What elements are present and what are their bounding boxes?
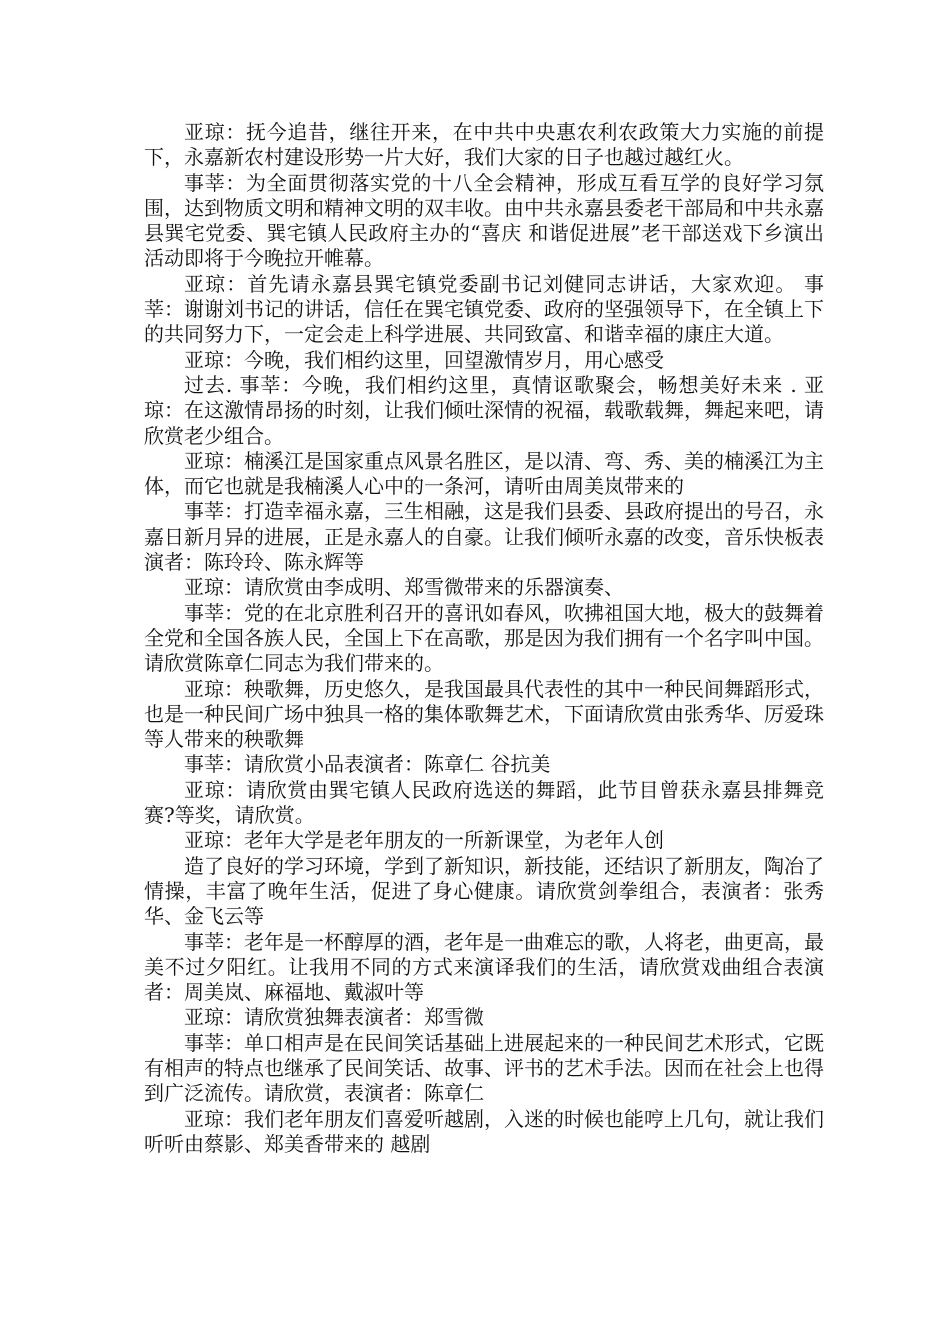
paragraph-instrument: 亚琼：请欣赏由李成明、郑雪微带来的乐器演奏、 xyxy=(184,575,624,600)
paragraph-learning: 造了良好的学习环境，学到了新知识，新技能，还结识了新朋友，陶冶了情操，丰富了晚年生活，促进了身心健康。请欣赏剑拳组合，表演者：张秀华、金飞云等 xyxy=(144,853,824,929)
document-page xyxy=(144,120,824,1157)
paragraph-sketch: 事莘：请欣赏小品表演者：陈章仁 谷抗美 xyxy=(184,752,551,777)
paragraph-nanxi-river: 亚琼：楠溪江是国家重点风景名胜区，是以清、弯、秀、美的楠溪江为主体，而它也就是我楠溪人心中的一条河，请听由周美岚带来的 xyxy=(144,448,824,499)
paragraph-past-future: 过去. 事莘：今晚，我们相约这里，真情讴歌聚会，畅想美好未来 . 亚琼：在这激情昂扬的时刻，让我们倾吐深情的祝福，载歌载舞，舞起来吧，请欣赏老少组合。 xyxy=(144,372,824,448)
paragraph-yue-opera: 亚琼：我们老年朋友们喜爱听越剧，入迷的时候也能哼上几句，就让我们听听由蔡影、郑美香带来的 越剧 xyxy=(144,1106,824,1156)
paragraph-tonight: 亚琼：今晚，我们相约这里，回望激情岁月，用心感受 xyxy=(184,347,664,372)
paragraph-china: 事莘：党的在北京胜利召开的喜讯如春风，吹拂祖国大地，极大的鼓舞着全党和全国各族人民，全国上下在高歌，那是因为我们拥有一个名字叫中国。请欣赏陈章仁同志为我们带来的。 xyxy=(144,600,824,676)
paragraph-solo-dance: 亚琼：请欣赏独舞表演者：郑雪微 xyxy=(184,1005,484,1030)
paragraph-dance: 亚琼：请欣赏由巽宅镇人民政府选送的舞蹈，此节目曾获永嘉县排舞竞赛?等奖，请欣赏。 xyxy=(144,777,824,828)
paragraph-event-intro: 事莘：为全面贯彻落实党的十八全会精神，形成互看互学的良好学习氛围，达到物质文明和精神文明的双丰收。由中共永嘉县委老干部局和中共永嘉县巽宅党委、巽宅镇人民政府主办的“喜庆 和谐促进展”老干部送戏下乡演出活动即将于今晚拉开帷幕。 xyxy=(144,170,824,271)
paragraph-opera: 事莘：老年是一杯醇厚的酒，老年是一曲难忘的歌，人将老，曲更高，最美不过夕阳红。让我用不同的方式来演译我们的生活，请欣赏戏曲组合表演者：周美岚、麻福地、戴淑叶等 xyxy=(144,929,824,1005)
paragraph-opening: 亚琼：抚今追昔，继往开来，在中共中央惠农利农政策大力实施的前提下，永嘉新农村建设形势一片大好，我们大家的日子也越过越红火。 xyxy=(144,120,824,170)
paragraph-crosstalk: 事莘：单口相声是在民间笑话基础上进展起来的一种民间艺术形式，它既有相声的特点也继承了民间笑话、故事、评书的艺术手法。因而在社会上也得到广泛流传。请欣赏，表演者：陈章仁 xyxy=(144,1030,824,1106)
paragraph-yangge: 亚琼：秧歌舞，历史悠久，是我国最具代表性的其中一种民间舞蹈形式，也是一种民间广场中独具一格的集体歌舞艺术，下面请欣赏由张秀华、厉爱珠等人带来的秧歌舞 xyxy=(144,676,824,752)
paragraph-speech: 亚琼：首先请永嘉县巽宅镇党委副书记刘健同志讲话，大家欢迎。 事莘：谢谢刘书记的讲话，信任在巽宅镇党委、政府的坚强领导下，在全镇上下的共同努力下，一定会走上科学进展、共同致富、和谐幸福的康庄大道。 xyxy=(144,271,824,347)
paragraph-senior-university: 亚琼：老年大学是老年朋友的一所新课堂，为老年人创 xyxy=(184,828,664,853)
paragraph-happy-yongjia: 事莘：打造幸福永嘉，三生相融，这是我们县委、县政府提出的号召，永嘉日新月异的进展，正是永嘉人的自豪。让我们倾听永嘉的改变，音乐快板表演者：陈玲玲、陈永辉等 xyxy=(144,499,824,575)
